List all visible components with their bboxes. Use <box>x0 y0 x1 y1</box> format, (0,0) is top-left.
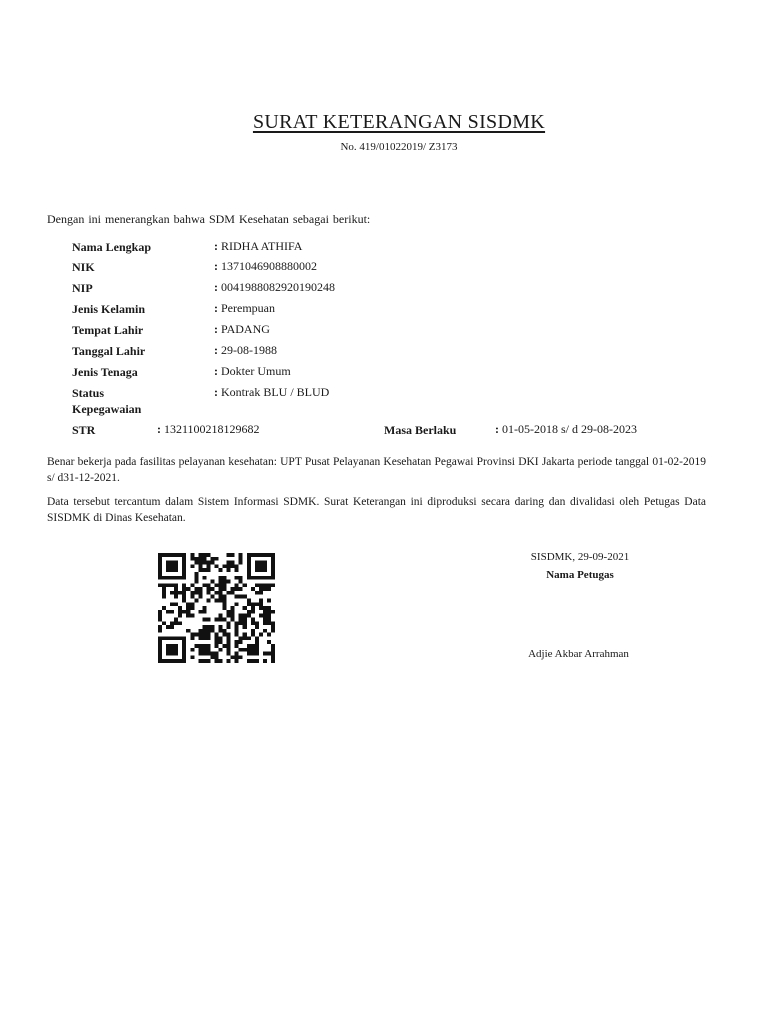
label-nip: NIP <box>72 281 93 295</box>
label-status: Status <box>72 386 105 400</box>
separator: : <box>214 322 218 336</box>
separator: : <box>157 422 161 436</box>
value-nik <box>214 259 317 274</box>
value-str <box>157 422 260 437</box>
sign-role: Nama Petugas <box>546 569 614 581</box>
label-str: STR <box>72 423 96 437</box>
separator: : <box>214 239 218 253</box>
value-jenis-tenaga <box>214 364 291 379</box>
label-kepegawaian: Kepegawaian <box>72 402 142 416</box>
separator: : <box>214 259 218 273</box>
paragraph-validation: Data tersebut tercantum dalam Sistem Informasi SDMK. Surat Keterangan ini diproduksi secara daring dan divalidasi oleh Petugas Data SISDMK di Dinas Kesehatan. <box>47 496 706 524</box>
tempat-lahir-value: PADANG <box>221 322 270 336</box>
masa-berlaku-value: 01-05-2018 s/ d 29-08-2023 <box>502 422 637 436</box>
value-jenis-kelamin <box>214 301 275 316</box>
separator: : <box>495 422 499 436</box>
intro-text: Dengan ini menerangkan bahwa SDM Kesehatan sebagai berikut: <box>47 212 371 226</box>
nama-lengkap-value: RIDHA ATHIFA <box>221 239 303 253</box>
separator: : <box>214 301 218 315</box>
label-nama-lengkap: Nama Lengkap <box>72 240 152 254</box>
value-nama-lengkap <box>214 239 302 254</box>
value-tempat-lahir <box>214 322 270 337</box>
label-nik: NIK <box>72 260 95 274</box>
separator: : <box>214 343 218 357</box>
jenis-tenaga-value: Dokter Umum <box>221 364 291 378</box>
document-title: SURAT KETERANGAN SISDMK <box>252 111 546 133</box>
nik-value: 1371046908880002 <box>221 259 317 273</box>
separator: : <box>214 280 218 294</box>
value-tanggal-lahir <box>214 343 277 358</box>
label-tempat-lahir: Tempat Lahir <box>72 323 144 337</box>
nip-value: 0041988082920190248 <box>221 280 335 294</box>
value-nip <box>214 280 335 295</box>
sign-place-date: SISDMK, 29-09-2021 <box>530 551 630 563</box>
document-number: No. 419/01022019/ Z3173 <box>340 141 458 153</box>
label-tanggal-lahir: Tanggal Lahir <box>72 344 146 358</box>
label-jenis-kelamin: Jenis Kelamin <box>72 302 146 316</box>
label-masa-berlaku: Masa Berlaku <box>384 423 457 437</box>
separator: : <box>214 385 218 399</box>
tanggal-lahir-value: 29-08-1988 <box>221 343 277 357</box>
value-status-kepegawaian <box>214 385 329 400</box>
str-value: 1321100218129682 <box>164 422 260 436</box>
sign-name: Adjie Akbar Arrahman <box>528 648 629 660</box>
separator: : <box>214 364 218 378</box>
jenis-kelamin-value: Perempuan <box>221 301 275 315</box>
paragraph-employment: Benar bekerja pada fasilitas pelayanan kesehatan: UPT Pusat Pelayanan Kesehatan Pegawai Provinsi DKI Jakarta periode tanggal 01-02-2019 s/ d31-12-2021. <box>47 456 706 484</box>
value-masa-berlaku <box>495 422 637 437</box>
label-jenis-tenaga: Jenis Tenaga <box>72 365 138 379</box>
status-kepegawaian-value: Kontrak BLU / BLUD <box>221 385 330 399</box>
